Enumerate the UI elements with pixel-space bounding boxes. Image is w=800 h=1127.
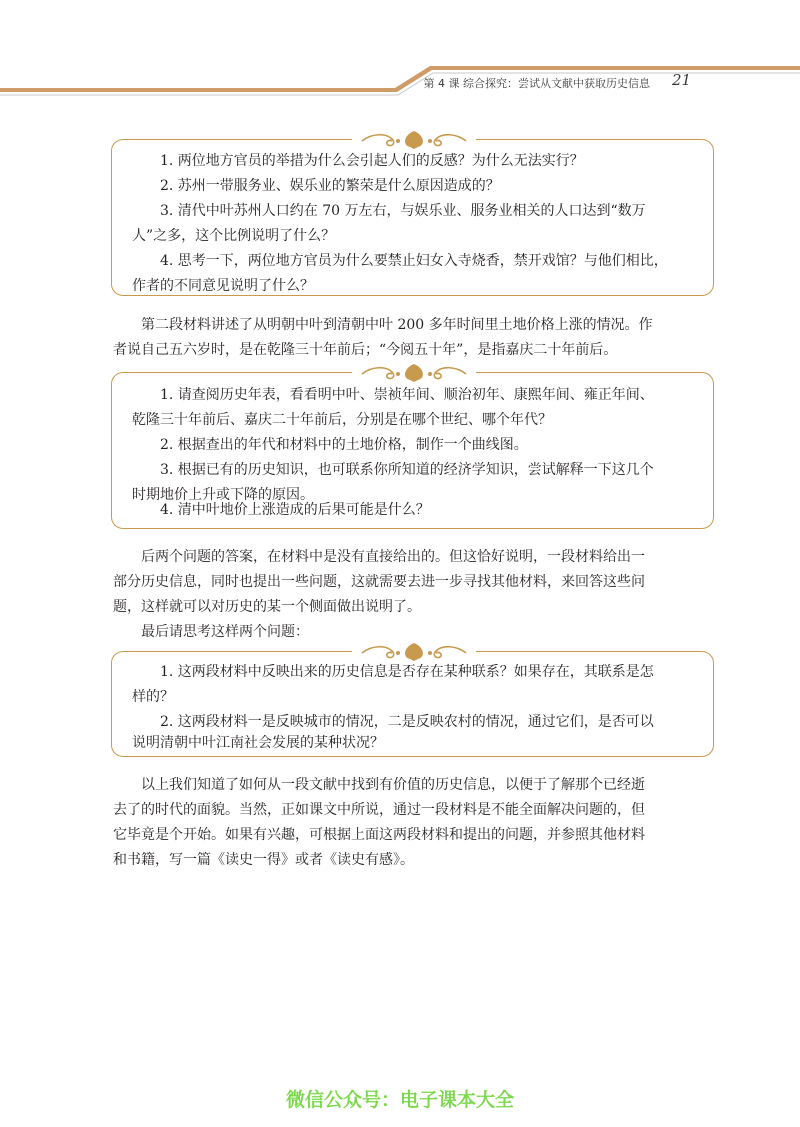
body-paragraph-line: 者说自己五六岁时，是在乾隆三十年前后；“今阅五十年”，是指嘉庆二十年前后。 <box>113 342 618 358</box>
question-line: 1. 请查阅历史年表，看看明中叶、崇祯年间、顺治初年、康熙年间、雍正年间、 <box>160 387 654 403</box>
question-box-1 <box>111 139 714 296</box>
question-line: 4. 思考一下，两位地方官员为什么要禁止妇女入寺烧香，禁开戏馆？与他们相比， <box>160 253 668 269</box>
body-paragraph-line: 第二段材料讲述了从明朝中叶到清朝中叶 200 多年时间里土地价格上涨的情况。作 <box>141 317 653 333</box>
question-line: 人”之多，这个比例说明了什么？ <box>132 228 336 244</box>
question-line: 2. 这两段材料一是反映城市的情况，二是反映农村的情况，通过它们，是否可以 <box>160 714 654 730</box>
body-paragraph-line: 部分历史信息，同时也提出一些问题，这就需要去进一步寻找其他材料，来回答这些问 <box>113 574 645 590</box>
body-paragraph-line: 它毕竟是个开始。如果有兴趣，可根据上面这两段材料和提出的问题，并参照其他材料 <box>113 827 645 843</box>
question-line: 1. 这两段材料中反映出来的历史信息是否存在某种联系？如果存在，其联系是怎 <box>160 664 654 680</box>
body-paragraph-line: 和书籍，写一篇《读史一得》或者《读史有感》。 <box>113 852 414 868</box>
question-line: 2. 根据查出的年代和材料中的土地价格，制作一个曲线图。 <box>160 437 528 453</box>
lesson-title: 第 4 课 综合探究：尝试从文献中获取历史信息 <box>423 77 650 90</box>
question-box-2 <box>111 372 714 529</box>
ornament-icon <box>352 362 476 384</box>
header-band <box>0 0 800 110</box>
body-paragraph-line: 以上我们知道了如何从一段文献中找到有价值的历史信息，以便于了解那个已经逝 <box>141 777 645 793</box>
page-number: 21 <box>672 71 692 89</box>
question-line: 作者的不同意见说明了什么？ <box>132 278 314 294</box>
body-paragraph-line: 最后请思考这样两个问题： <box>141 624 309 640</box>
watermark-text: 微信公众号：电子课本大全 <box>285 1089 514 1111</box>
body-paragraph-line: 后两个问题的答案，在材料中是没有直接给出的。但这恰好说明，一段材料给出一 <box>141 549 645 565</box>
question-line: 说明清朝中叶江南社会发展的某种状况？ <box>132 735 384 751</box>
ornament-icon <box>352 129 476 151</box>
question-line: 4. 清中叶地价上涨造成的后果可能是什么？ <box>160 502 430 518</box>
question-line: 3. 清代中叶苏州人口约在 70 万左右，与娱乐业、服务业相关的人口达到“数万 <box>160 203 646 219</box>
question-line: 2. 苏州一带服务业、娱乐业的繁荣是什么原因造成的？ <box>160 178 500 194</box>
question-line: 乾隆三十年前后、嘉庆二十年前后，分别是在哪个世纪、哪个年代？ <box>132 412 552 428</box>
question-line: 时期地价上升或下降的原因。 <box>132 487 314 503</box>
question-line: 1. 两位地方官员的举措为什么会引起人们的反感？为什么无法实行？ <box>160 153 584 169</box>
body-paragraph-line: 去了的时代的面貌。当然，正如课文中所说，通过一段材料是不能全面解决问题的，但 <box>113 802 645 818</box>
question-box-3 <box>111 651 714 757</box>
body-paragraph-line: 题，这样就可以对历史的某一个侧面做出说明了。 <box>113 599 421 615</box>
question-line: 3. 根据已有的历史知识，也可联系你所知道的经济学知识，尝试解释一下这几个 <box>160 462 654 478</box>
question-line: 样的？ <box>132 689 174 705</box>
